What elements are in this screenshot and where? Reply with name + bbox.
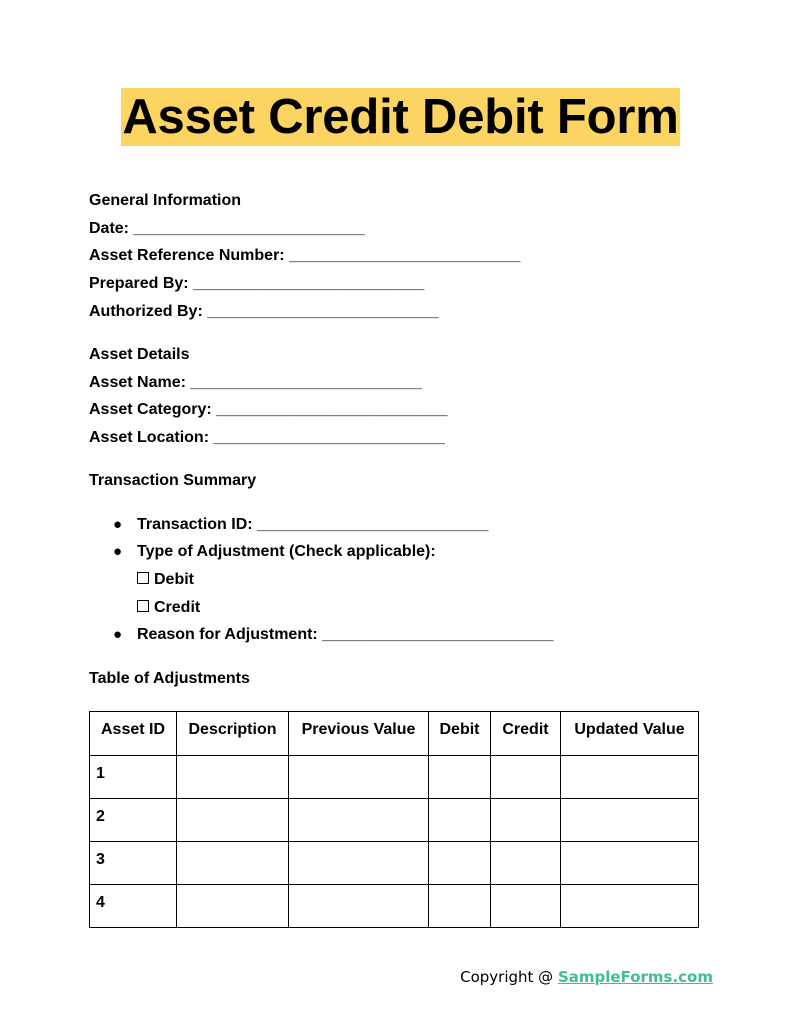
general-information-heading: General Information [89, 192, 242, 209]
debit-option-label: Debit [154, 570, 194, 588]
title-area [0, 88, 801, 146]
asset-id-cell: 1 [90, 756, 177, 799]
asset-id-cell: 3 [90, 842, 177, 885]
bullet-icon: ● [113, 626, 123, 644]
previous-value-cell[interactable] [289, 842, 429, 885]
column-header-previous-value: Previous Value [289, 712, 429, 756]
debit-cell[interactable] [429, 842, 491, 885]
description-cell[interactable] [177, 842, 289, 885]
list-item [113, 511, 729, 539]
asset-id-cell: 2 [90, 799, 177, 842]
debit-cell[interactable] [429, 799, 491, 842]
column-header-asset-id: Asset ID [90, 712, 177, 756]
table-row [90, 885, 699, 928]
column-header-credit: Credit [491, 712, 561, 756]
asset-reference-number-field[interactable]: Asset Reference Number: __________________________ [89, 247, 521, 265]
table-of-adjustments-heading: Table of Adjustments [89, 669, 250, 687]
list-item [113, 621, 729, 649]
credit-cell[interactable] [491, 756, 561, 799]
debit-cell[interactable] [429, 756, 491, 799]
description-cell[interactable] [177, 885, 289, 928]
updated-value-cell[interactable] [561, 756, 699, 799]
transaction-summary-heading: Transaction Summary [89, 472, 257, 490]
asset-details-heading: Asset Details [89, 346, 190, 364]
table-row [90, 756, 699, 799]
date-field[interactable]: Date: __________________________ [89, 219, 365, 237]
updated-value-cell[interactable] [561, 885, 699, 928]
credit-cell[interactable] [491, 842, 561, 885]
sampleforms-link[interactable]: SampleForms.com [557, 968, 713, 986]
column-header-debit: Debit [429, 712, 491, 756]
transaction-id-field[interactable]: Transaction ID: __________________________ [137, 515, 489, 533]
updated-value-cell[interactable] [561, 842, 699, 885]
asset-category-field[interactable]: Asset Category: __________________________ [89, 401, 448, 419]
credit-checkbox-icon[interactable] [137, 600, 149, 612]
previous-value-cell[interactable] [289, 885, 429, 928]
copyright-text: Copyright @ [460, 968, 558, 986]
column-header-updated-value: Updated Value [561, 712, 699, 756]
transaction-summary-list-continued [113, 621, 729, 649]
debit-cell[interactable] [429, 885, 491, 928]
updated-value-cell[interactable] [561, 799, 699, 842]
list-item [113, 538, 729, 566]
credit-option-label: Credit [154, 598, 201, 616]
credit-option[interactable] [137, 594, 729, 622]
bullet-icon: ● [113, 543, 123, 561]
credit-cell[interactable] [491, 799, 561, 842]
previous-value-cell[interactable] [289, 799, 429, 842]
page-title: Asset Credit Debit Form [122, 90, 679, 144]
transaction-summary-list [113, 511, 729, 566]
asset-id-cell: 4 [90, 885, 177, 928]
table-row [90, 842, 699, 885]
table-header-row [90, 712, 699, 756]
previous-value-cell[interactable] [289, 756, 429, 799]
authorized-by-field[interactable]: Authorized By: __________________________ [89, 302, 439, 320]
credit-cell[interactable] [491, 885, 561, 928]
column-header-description: Description [177, 712, 289, 756]
reason-for-adjustment-field[interactable]: Reason for Adjustment: __________________________ [137, 626, 554, 644]
prepared-by-field[interactable]: Prepared By: __________________________ [89, 275, 425, 293]
description-cell[interactable] [177, 756, 289, 799]
debit-checkbox-icon[interactable] [137, 572, 149, 584]
copyright-footer [460, 968, 713, 986]
adjustments-table [89, 711, 699, 928]
adjustment-type-label: Type of Adjustment (Check applicable): [137, 543, 436, 561]
debit-option[interactable] [137, 566, 729, 594]
asset-location-field[interactable]: Asset Location: __________________________ [89, 429, 445, 447]
bullet-icon: ● [113, 515, 123, 533]
asset-name-field[interactable]: Asset Name: __________________________ [89, 373, 422, 391]
table-row [90, 799, 699, 842]
form-body [89, 187, 729, 692]
description-cell[interactable] [177, 799, 289, 842]
